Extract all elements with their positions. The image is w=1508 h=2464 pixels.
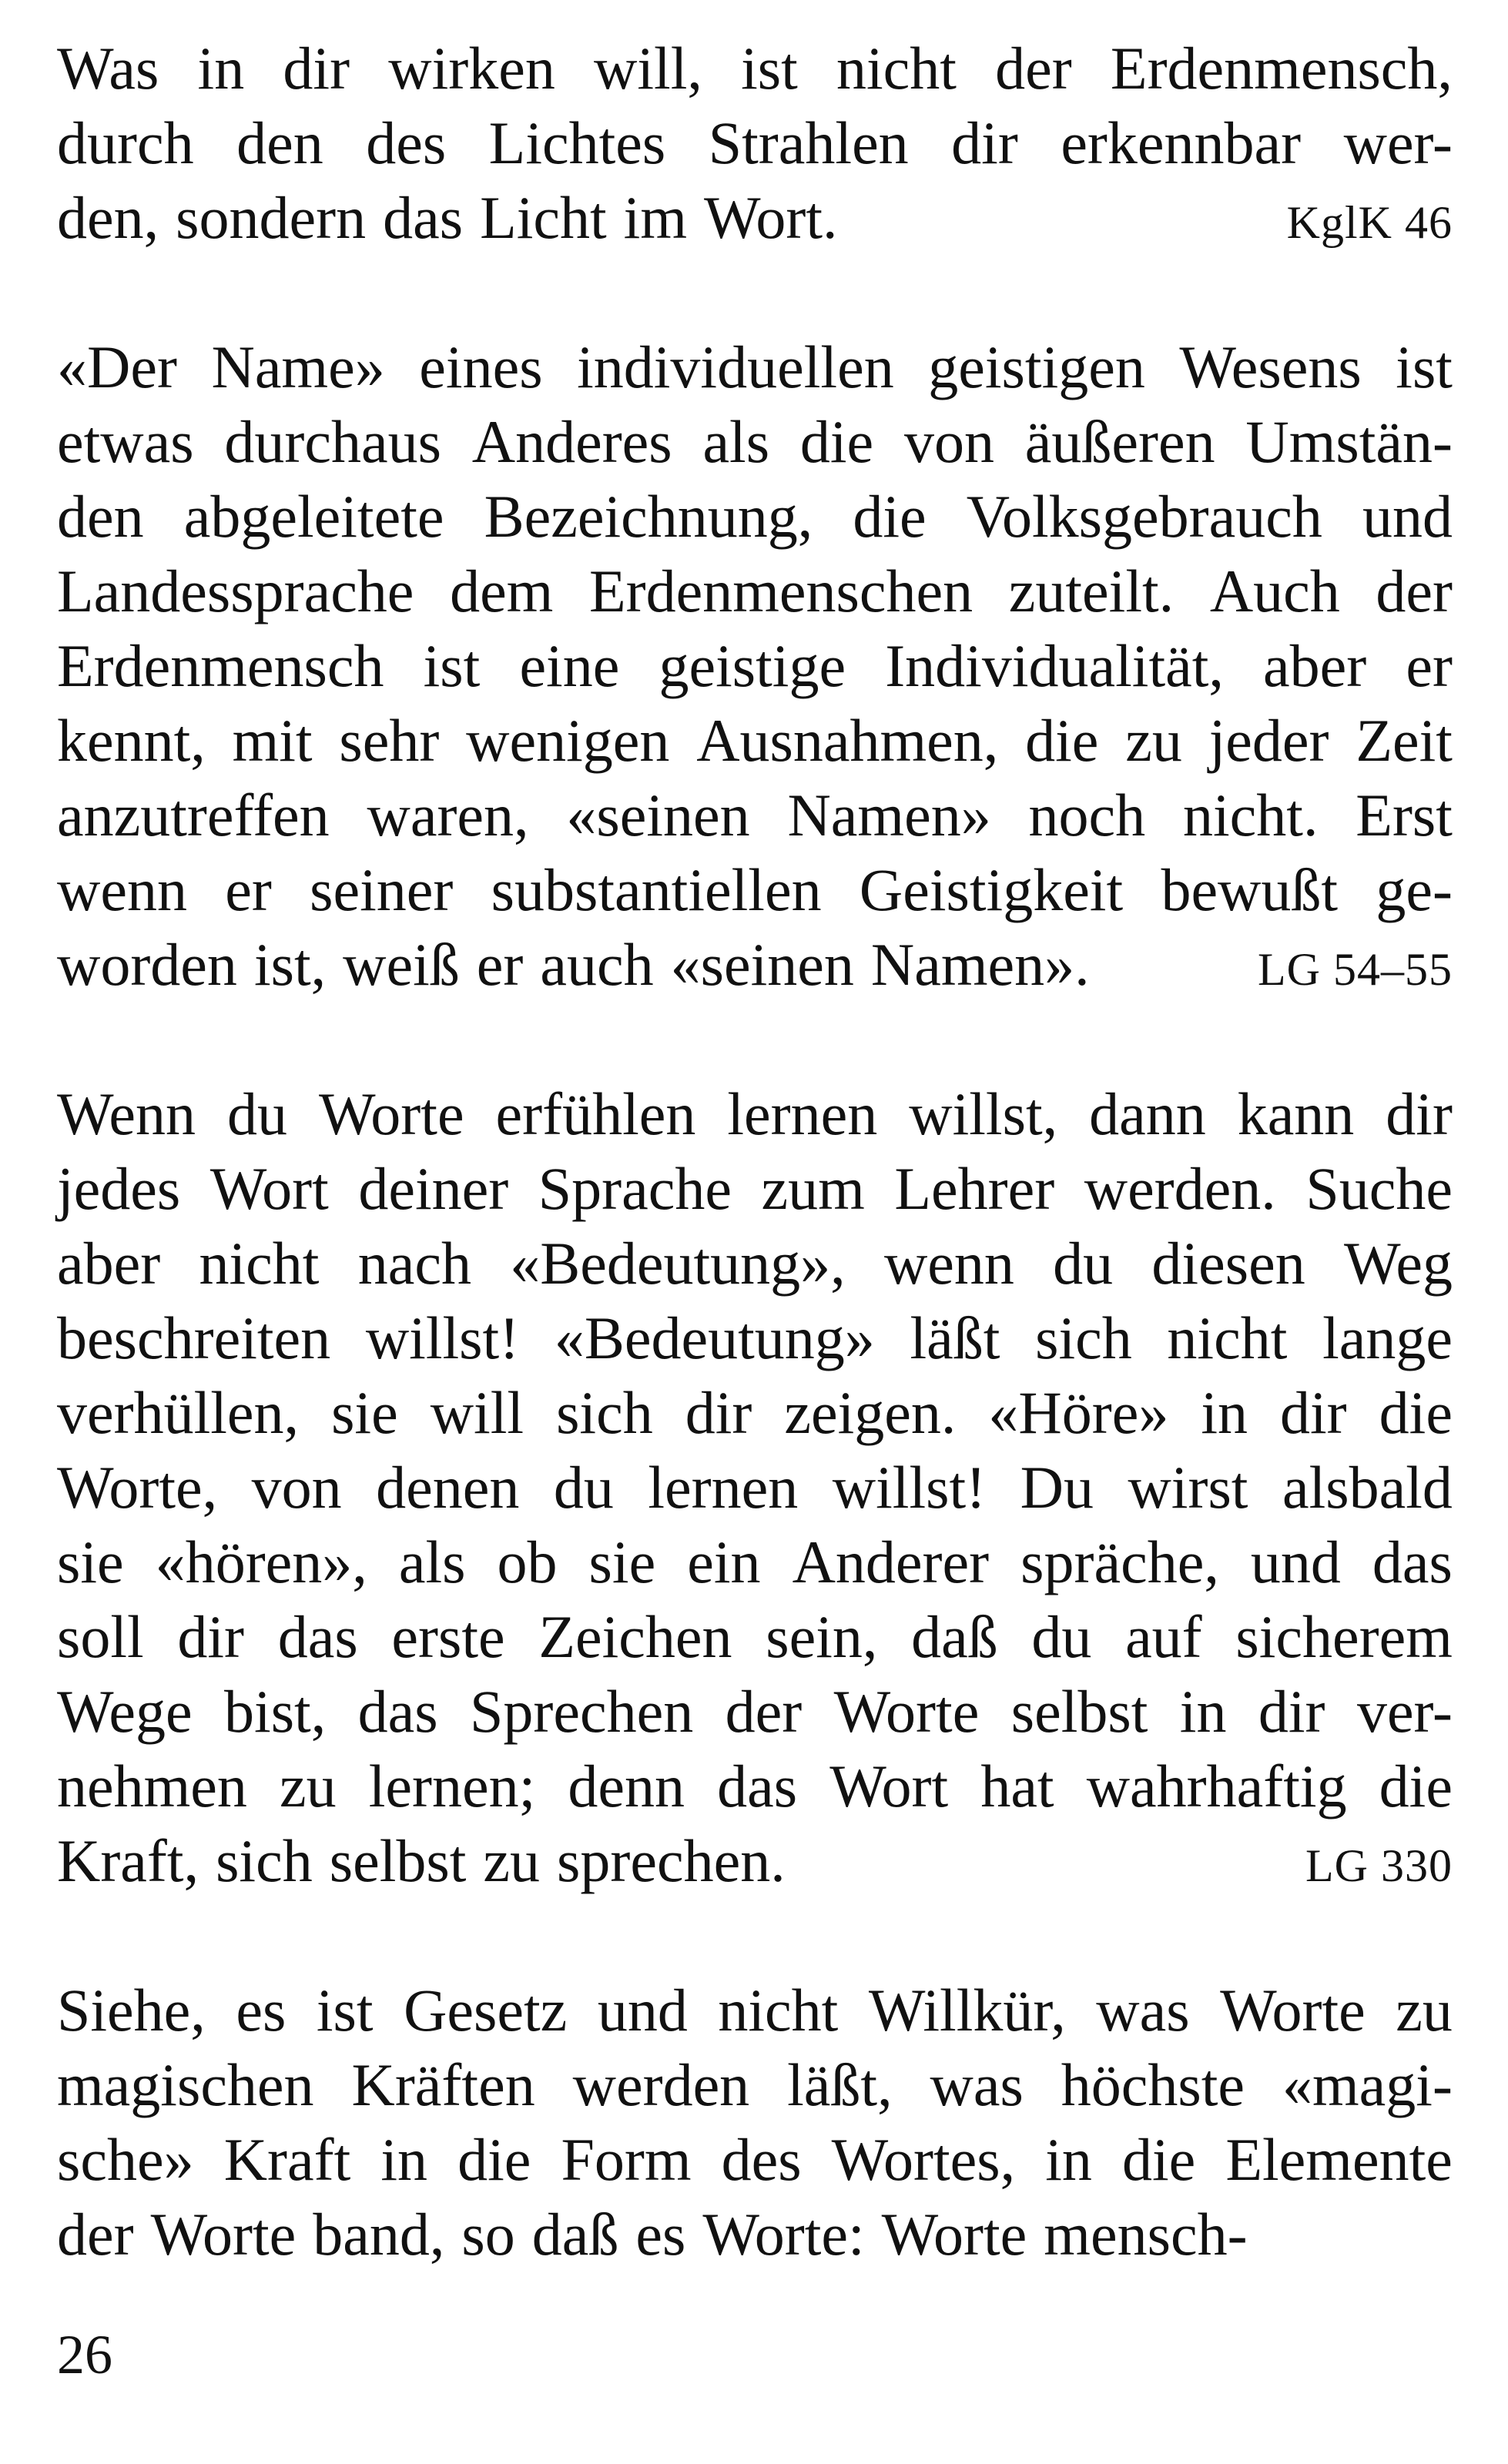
word: sche» [57,2126,194,2193]
word: «Der [57,333,177,400]
text-line [57,1749,1453,1823]
word: Licht [480,184,607,251]
passage [57,1973,1453,2272]
word: ge- [1376,856,1453,923]
word: wenigen [466,707,670,774]
text-line [57,31,1453,105]
word: die [799,408,874,475]
word: zuteilt. [1008,557,1175,624]
word: als [702,408,770,475]
word: jedes [57,1155,181,1222]
text-line [57,1301,1453,1375]
word: Bezeichnung, [484,483,813,550]
word: nicht. [1183,782,1319,849]
word: sie [588,1528,656,1595]
word: das [383,184,464,251]
word: band, [313,2201,445,2268]
text-line [57,703,1453,778]
word: des [366,109,447,176]
word: zum [761,1155,865,1222]
word: Willkür, [868,1977,1066,2044]
word: du [1031,1603,1092,1670]
text-line [57,1151,1453,1226]
word: in [197,35,245,102]
word: Anderer [792,1528,990,1595]
word: Geistigkeit [859,856,1124,923]
word: dem [450,557,554,624]
word: magischen [57,2051,314,2118]
word: von [903,408,994,475]
text-line [57,1375,1453,1450]
word: weiß [343,931,460,998]
word: «Bedeutung», [510,1230,846,1297]
word: Kraft [223,2126,351,2193]
word: Erst [1356,782,1453,849]
word: Namen» [787,782,991,849]
word: denen [376,1454,520,1521]
word: Weg [1343,1230,1453,1297]
word: «hören», [155,1528,367,1595]
text-line [57,1823,1453,1898]
word: im [623,184,688,251]
word: «Höre» [988,1379,1169,1446]
word: zeigen. [784,1379,957,1446]
word: alsbald [1282,1454,1453,1521]
word: Worte [1220,1977,1366,2044]
word: in [380,2126,428,2193]
text-line [57,1076,1453,1151]
word: werden. [1084,1155,1276,1222]
word: es [635,2201,686,2268]
word: kann [1237,1080,1355,1147]
word: nicht [199,1230,320,1297]
word: Elemente [1225,2126,1453,2193]
word: Individualität, [885,632,1224,699]
word: der [1376,557,1453,624]
word: lange [1322,1304,1453,1371]
word: die [853,483,927,550]
word: die [1379,1753,1453,1820]
text-line [57,1599,1453,1674]
word: ist [1396,333,1453,400]
word: wenn [57,856,187,923]
word: individuellen [577,333,894,400]
word: so [461,2201,515,2268]
word: Gesetz [404,1977,568,2044]
word: ob [497,1528,558,1595]
word: «seinen [670,931,854,998]
text-line [57,479,1453,554]
word: Worte [318,1080,464,1147]
word: ist [741,35,798,102]
text-line [57,852,1453,927]
word: das [1372,1528,1453,1595]
word: Name» [211,333,385,400]
text-line [57,404,1453,479]
word: er [225,856,272,923]
word: den [57,483,144,550]
word: eines [419,333,543,400]
word: geistige [658,632,846,699]
word: nach [357,1230,471,1297]
word: du [553,1454,614,1521]
word: spräche, [1020,1528,1219,1595]
text-line [57,1226,1453,1301]
word: und [1362,483,1453,550]
word: werden [572,2051,750,2118]
word: bist, [224,1678,327,1745]
word: der [57,2201,134,2268]
word: Siehe, [57,1977,206,2044]
word: daß [531,2201,619,2268]
source-reference: KglK 46 [1286,197,1453,248]
word: Umstän- [1245,408,1453,475]
word: eine [519,632,620,699]
word: Anderes [471,408,672,475]
word: auch [540,931,654,998]
word: den [236,109,323,176]
word: Kräften [351,2051,535,2118]
word: sich [1035,1304,1132,1371]
word: Worte [881,2201,1027,2268]
word: wirken [388,35,555,102]
word: die [1025,707,1099,774]
text-line [57,927,1453,1002]
word: daß [911,1603,998,1670]
word: Kraft, [57,1827,199,1894]
word: nicht [1167,1304,1288,1371]
text-line [57,330,1453,404]
passage [57,1076,1453,1898]
word: Wort. [704,184,838,251]
word: Erdenmensch, [1110,35,1453,102]
word: zu [280,1753,337,1820]
word: dann [1089,1080,1206,1147]
word: es [236,1977,287,2044]
word: kennt, [57,707,206,774]
word: mit [232,707,313,774]
passage [57,31,1453,255]
word: ist [423,632,481,699]
word: Sprache [538,1155,732,1222]
word: ein [687,1528,761,1595]
word: in [1179,1678,1227,1745]
word: Wege [57,1678,193,1745]
word: das [277,1603,358,1670]
word: ist [316,1977,374,2044]
word: wenn [883,1230,1014,1297]
text-line [57,554,1453,628]
word: dir [951,109,1018,176]
word: erkennbar [1061,109,1302,176]
word: Du [1020,1454,1094,1521]
word: Worte, [57,1454,218,1521]
word: was [930,2051,1024,2118]
word: sein, [766,1603,878,1670]
word: Erdenmensch [57,632,384,699]
word: des [721,2126,802,2193]
word: Was [57,35,159,102]
word: Ausnahmen, [696,707,999,774]
word: selbst [329,1827,467,1894]
word: wer- [1343,109,1453,176]
word: willst! [832,1454,987,1521]
word: den, [57,184,159,251]
word: sehr [339,707,440,774]
word: sie [57,1528,124,1595]
text-line [57,1525,1453,1599]
source-reference: LG 330 [1305,1840,1453,1891]
word: aber [57,1230,161,1297]
word: Volksgebrauch [966,483,1322,550]
word: «Bedeutung» [554,1304,875,1371]
word: läßt [910,1304,1000,1371]
word: geistigen [928,333,1145,400]
word: noch [1028,782,1146,849]
word: anzutreffen [57,782,330,849]
word: beschreiten [57,1304,331,1371]
word: ist, [253,931,327,998]
word: er [476,931,524,998]
word: «magi- [1282,2051,1453,2118]
word: was [1096,1977,1190,2044]
word: äußeren [1024,408,1215,475]
word: der [725,1678,803,1745]
text-line [57,1674,1453,1749]
word: Landessprache [57,557,414,624]
word: Wort [829,1753,949,1820]
text-line [57,180,1453,255]
word: und [597,1977,688,2044]
word: bewußt [1161,856,1339,923]
word: als [398,1528,466,1595]
word: Lehrer [894,1155,1055,1222]
word: lernen [727,1080,878,1147]
word: zu [1125,707,1182,774]
word: erfühlen [495,1080,696,1147]
word: willst! [365,1304,520,1371]
word: Wesens [1179,333,1362,400]
word: die [457,2126,531,2193]
word: Namen». [870,931,1090,998]
passage [57,330,1453,1002]
word: sondern [176,184,367,251]
text-line [57,628,1453,703]
word: nehmen [57,1753,247,1820]
source-reference: LG 54–55 [1258,944,1453,995]
word: lernen [648,1454,799,1521]
word: zu [483,1827,541,1894]
word: ver- [1356,1678,1453,1745]
line-text [57,927,1151,1002]
word: Strahlen [708,109,909,176]
word: wahrhaftig [1086,1753,1347,1820]
word: jeder [1208,707,1329,774]
word: substantiellen [491,856,822,923]
word: Wenn [57,1080,196,1147]
word: Worte [150,2201,297,2268]
word: der [995,35,1072,102]
word: hat [980,1753,1054,1820]
word: und [1250,1528,1341,1595]
word: will, [594,35,702,102]
word: die [1379,1379,1453,1446]
word: lernen; [368,1753,536,1820]
word: Sprechen [470,1678,694,1745]
word: diesen [1151,1230,1305,1297]
word: aber [1263,632,1367,699]
word: zu [1396,1977,1453,2044]
word: sie [331,1379,398,1446]
word: etwas [57,408,194,475]
word: abgeleitete [183,483,444,550]
word: dir [685,1379,752,1446]
word: in [1201,1379,1248,1446]
word: worden [57,931,237,998]
word: dir [283,35,350,102]
word: nicht [836,35,957,102]
word: Zeit [1356,707,1453,774]
word: mensch- [1044,2201,1248,2268]
word: selbst [1010,1678,1148,1745]
word: Worte [833,1678,980,1745]
page-number: 26 [57,2324,112,2385]
word: willst, [909,1080,1058,1147]
word: Form [561,2126,692,2193]
word: verhüllen, [57,1379,300,1446]
word: deiner [358,1155,509,1222]
word: dir [177,1603,245,1670]
text-line [57,105,1453,180]
word: du [226,1080,287,1147]
word: dir [1280,1379,1347,1446]
word: Erdenmenschen [588,557,973,624]
text-line [57,2122,1453,2197]
word: sich [556,1379,653,1446]
text-line [57,1973,1453,2047]
word: in [1045,2126,1092,2193]
word: waren, [367,782,529,849]
word: das [357,1678,438,1745]
word: du [1053,1230,1114,1297]
text-line [57,1450,1453,1525]
word: denn [568,1753,685,1820]
word: dir [1386,1080,1453,1147]
word: soll [57,1603,144,1670]
word: wirst [1128,1454,1248,1521]
word: das [717,1753,798,1820]
word: Zeichen [538,1603,732,1670]
word: dir [1258,1678,1325,1745]
word: sich [216,1827,313,1894]
word: seiner [310,856,454,923]
word: Wortes, [831,2126,1016,2193]
text-line [57,778,1453,852]
line-text [57,180,1151,255]
word: er [1406,632,1453,699]
word: die [1121,2126,1196,2193]
word: Suche [1305,1155,1453,1222]
word: will [430,1379,524,1446]
word: sprechen. [557,1827,786,1894]
word: höchste [1061,2051,1245,2118]
word: Lichtes [488,109,666,176]
word: auf [1125,1603,1202,1670]
word: läßt, [787,2051,893,2118]
word: sicherem [1235,1603,1453,1670]
word: Worte: [702,2201,865,2268]
word: Auch [1209,557,1340,624]
text-line [57,2197,1453,2272]
word: erste [391,1603,505,1670]
word: «seinen [566,782,750,849]
word: durch [57,109,194,176]
word: durchaus [224,408,441,475]
word: nicht [718,1977,839,2044]
page-text [57,31,1453,2272]
word: Wort [209,1155,329,1222]
line-text [57,1823,1151,1898]
word: von [251,1454,342,1521]
text-line [57,2047,1453,2122]
